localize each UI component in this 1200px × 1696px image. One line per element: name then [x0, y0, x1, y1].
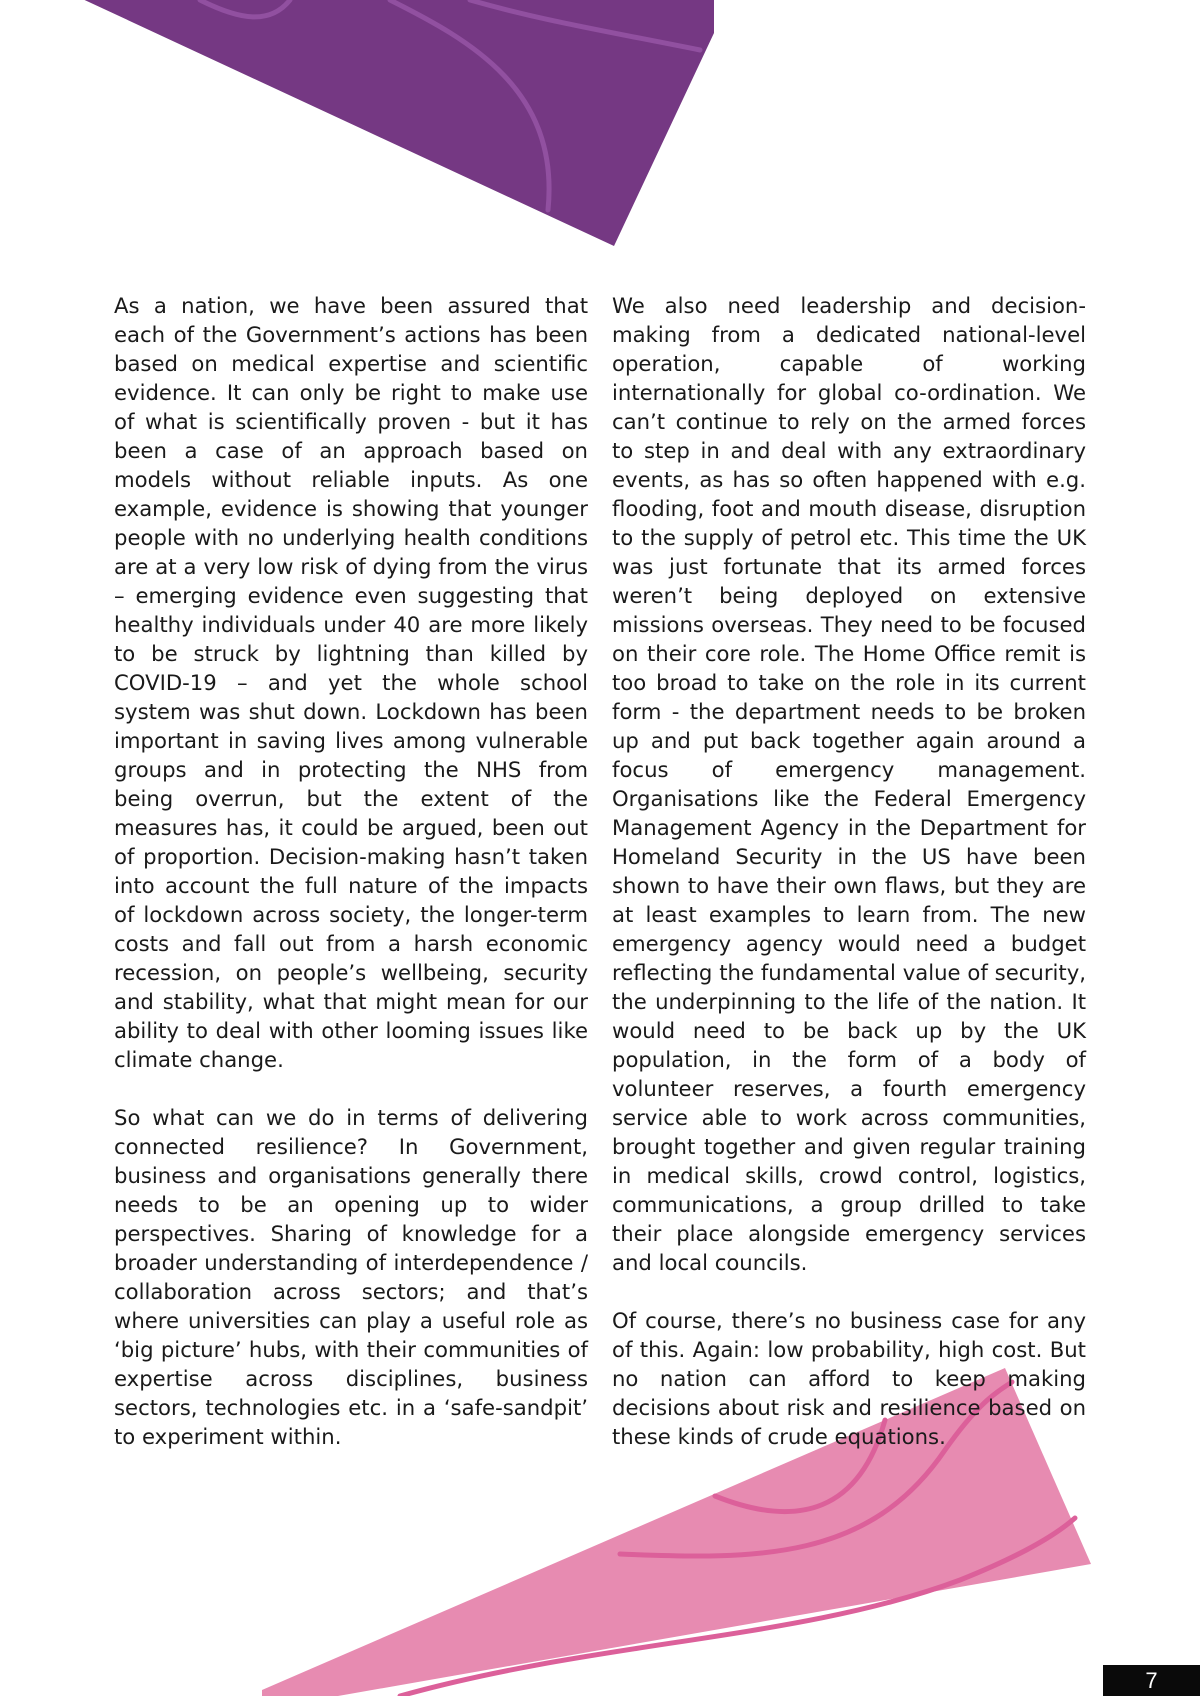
- right-paragraph-2: Of course, there’s no business case for any of this. Again: low probability, high cost. But no nation can afford to keep making decisions about risk and resilience based on these kinds of crude equations.: [612, 1308, 1086, 1449]
- left-text-column: [114, 291, 588, 1451]
- page-number: 7: [1103, 1665, 1200, 1696]
- right-text-column: [612, 291, 1086, 1451]
- right-paragraph-1: We also need leadership and decision-making from a dedicated national-level operation, capable of working internationally for global co-ordination. We can’t continue to rely on the armed forces to step in and deal with any extraordinary events, as has so often happened with e.g. flooding, foot and mouth disease, disruption to the supply of petrol etc. This time the UK was just fortunate that its armed forces weren’t being deployed on extensive missions overseas. They need to be focused on their core role. The Home Office remit is too broad to take on the role in its current form - the department needs to be broken up and put back together again around a focus of emergency management. Organisations like the Federal Emergency Management Agency in the Department for Homeland Security in the US have been shown to have their own flaws, but they are at least examples to learn from. The new emergency agency would need a budget reflecting the fundamental value of security, the underpinning to the life of the nation. It would need to be back up by the UK population, in the form of a body of volunteer reserves, a fourth emergency service able to work across communities, brought together and given regular training in medical skills, crowd control, logistics, communications, a group drilled to take their place alongside emergency services and local councils.: [612, 293, 1086, 1275]
- left-paragraph-2: So what can we do in terms of delivering connected resilience? In Government, business and organisations generally there needs to be an opening up to wider perspectives. Sharing of knowledge for a broader understanding of interdependence / collaboration across sectors; and that’s where universities can play a useful role as ‘big picture’ hubs, with their communities of expertise across disciplines, business sectors, technologies etc. in a ‘safe-sandpit’ to experiment within.: [114, 1105, 588, 1449]
- top-decorative-band: [20, 0, 714, 246]
- left-paragraph-1: As a nation, we have been assured that each of the Government’s actions has been based on medical expertise and scientific evidence. It can only be right to make use of what is scientifically proven - but it has been a case of an approach based on models without reliable inputs. As one example, evidence is showing that younger people with no underlying health conditions are at a very low risk of dying from the virus – emerging evidence even suggesting that healthy individuals under 40 are more likely to be struck by lightning than killed by COVID-19 – and yet the whole school system was shut down. Lockdown has been important in saving lives among vulnerable groups and in protecting the NHS from being overrun, but the extent of the measures has, it could be argued, been out of proportion. Decision-making hasn’t taken into account the full nature of the impacts of lockdown across society, the longer-term costs and fall out from a harsh economic recession, on people’s wellbeing, security and stability, what that might mean for our ability to deal with other looming issues like climate change.: [114, 293, 588, 1072]
